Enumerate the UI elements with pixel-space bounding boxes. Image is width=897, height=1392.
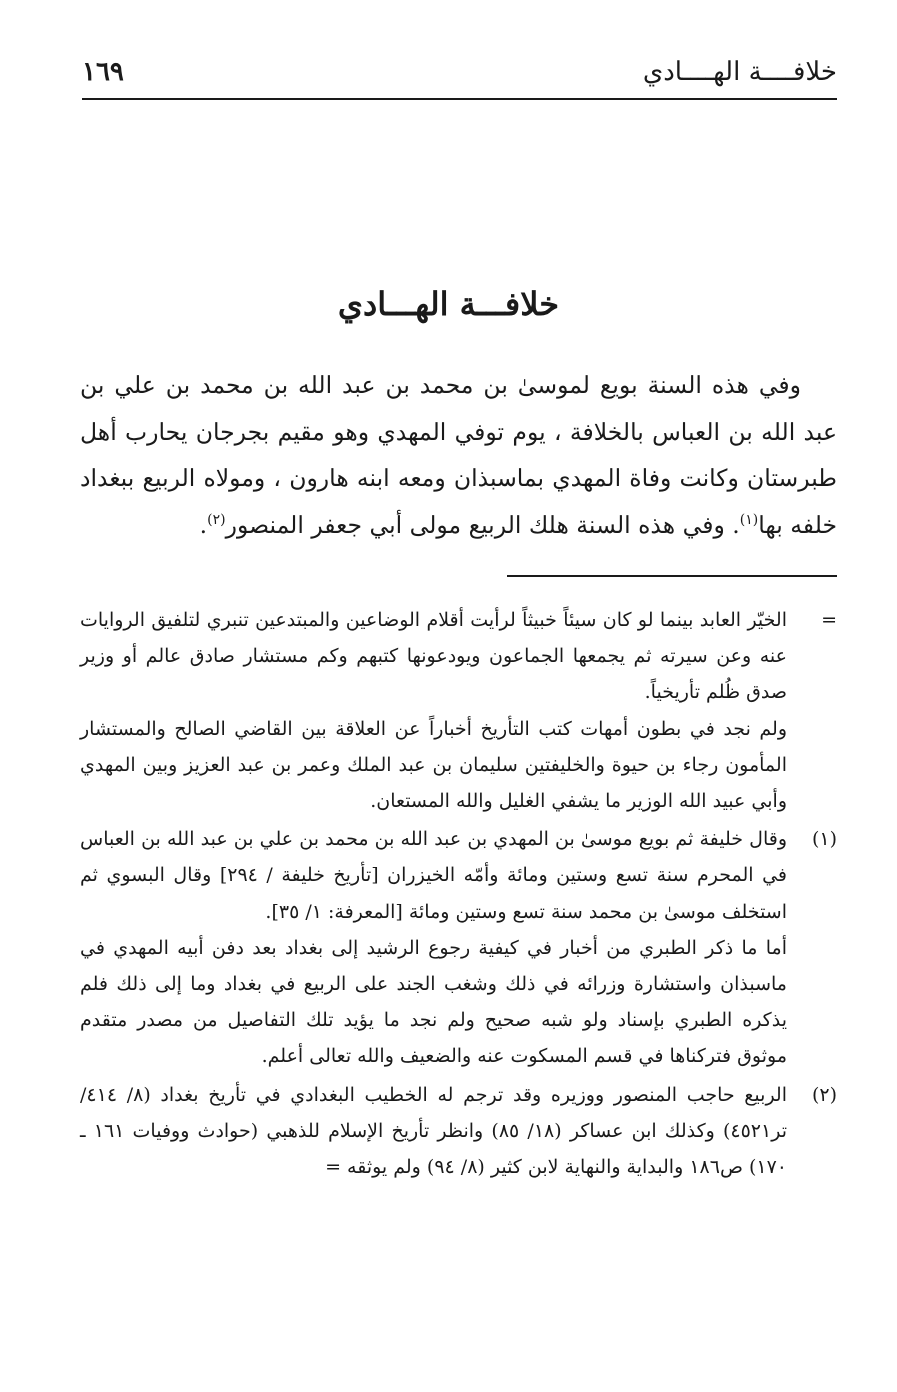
footnote-ref-2[interactable]: (٢) xyxy=(207,511,226,528)
header-rule xyxy=(82,98,837,100)
footnote-mark: = xyxy=(821,609,837,631)
main-text-part-1: وفي هذه السنة بويع لموسىٰ بن محمد بن عبد الله بن محمد بن علي بن عبد الله بن العباس بالخلافة ، يوم توفي المهدي وهو مقيم بجرجان يحارب أهل طبرستان وكانت وفاة المهدي بماسبذان ومعه ابنه هارون ، ومولاه الربيع ببغداد خلفه بها xyxy=(80,371,837,539)
page-number: ١٦٩ xyxy=(82,57,124,87)
main-text-part-2: . وفي هذه السنة هلك الربيع مولى أبي جعفر المنصور xyxy=(225,510,740,539)
footnotes xyxy=(80,602,837,1187)
main-text-end: . xyxy=(199,510,208,539)
footnote-1 xyxy=(80,821,837,1074)
footnote-paragraph: الخيّر العابد بينما لو كان سيئاً خبيثاً لرأيت أقلام الوضاعين والمبتدعين تنبري لتلفيق الروايات عنه وعن سيرته ثم يجمعها الجماعون ويودعونها كتبهم وكم مستشار صادق عالم أو وزير صدق ظُلم تأريخياً. xyxy=(80,609,787,704)
running-header xyxy=(82,52,837,92)
footnote-continued xyxy=(80,602,837,819)
running-title: خلافــــة الهــــادي xyxy=(642,57,837,87)
footnote-paragraph: أما ما ذكر الطبري من أخبار في كيفية رجوع الرشيد إلى بغداد بعد دفن أبيه المهدي في ماسبذان واستشارة وزرائه في ذلك وشغب الجند على الربيع في بغداد وما إلى ذلك فلم يذكره الطبري بإسناد ولو شبه صحيح ولم نجد ما يؤيد تلك التفاصيل من مصدر متقدم موثوق فتركناها في قسم المسكوت عنه والضعيف والله تعالى أعلم. xyxy=(80,936,787,1068)
footnote-ref-1[interactable]: (١) xyxy=(739,511,759,528)
footnote-mark: (١) xyxy=(811,828,837,851)
chapter-title: خلافـــة الهـــادي xyxy=(337,285,560,323)
footnote-paragraph: وقال خليفة ثم بويع موسىٰ بن المهدي بن عبد الله بن محمد بن علي بن عبد الله بن العباس في المحرم سنة تسع وستين ومائة وأمّه الخيزران [تأريخ خليفة / ٢٩٤] وقال البسوي ثم استخلف موسىٰ بن محمد سنة تسع وستين ومائة [المعرفة: ١/ ٣٥]. xyxy=(80,828,787,923)
footnote-separator xyxy=(507,575,837,577)
footnote-mark: (٢) xyxy=(811,1083,837,1106)
footnote-paragraph: ولم نجد في بطون أمهات كتب التأريخ أخباراً عن العلاقة بين القاضي الصالح والمستشار المأمون رجاء بن حيوة والخليفتين سليمان بن عبد الملك وعمر بن عبد العزيز وبين المهدي وأبي عبيد الله الوزير ما يشفي الغليل والله المستعان. xyxy=(80,717,787,813)
footnote-2 xyxy=(80,1077,837,1186)
footnote-paragraph: الربيع حاجب المنصور ووزيره وقد ترجم له الخطيب البغدادي في تأريخ بغداد (٨/ ٤١٤/ تر٤٥٢١) وكذلك ابن عساكر (١٨/ ٨٥) وانظر تأريخ الإسلام للذهبي (حوادث ووفيات ١٦١ ـ ١٧٠) ص١٨٦ والبداية والنهاية لابن كثير (٨/ ٩٤) ولم يوثقه = xyxy=(80,1083,787,1179)
main-paragraph xyxy=(80,362,837,548)
